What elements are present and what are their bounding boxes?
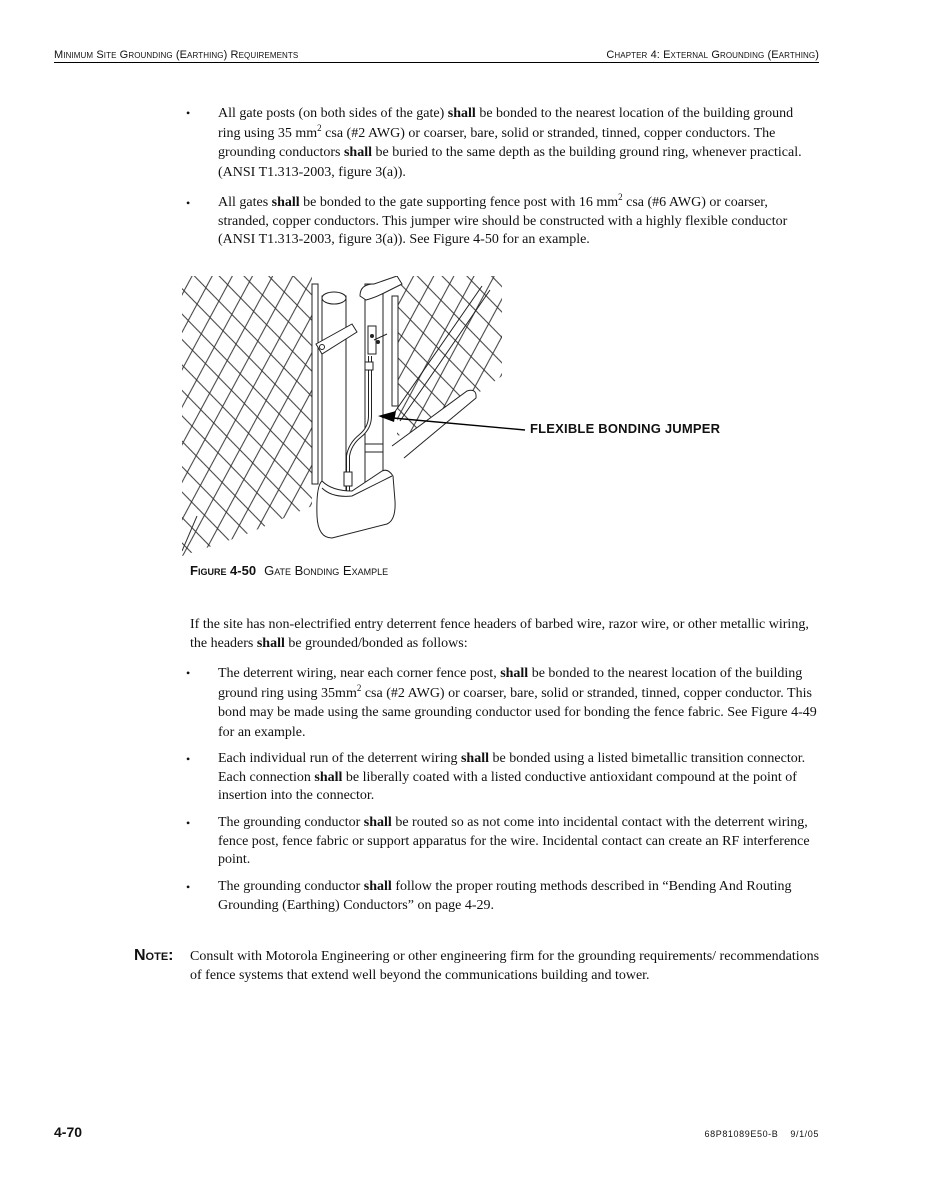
bullet-text: The deterrent wiring, near each corner fence post, shall be bonded to the nearest location of the building ground ring using $35mm^2$ csa (#2 AWG) or coarser, bare, solid or stranded, tinned, copper conductor. This bond may be made using the same grounding conductor used for bonding the fence fabric. See Figure 4-49 for an example. [218, 666, 817, 740]
document-id: 68P81089E50-B [704, 1129, 779, 1139]
intro-paragraph: If the site has non-electrified entry deterrent fence headers of barbed wire, razor wire, or other metallic wiring, the headers shall be grounded/bonded as follows: [190, 617, 809, 651]
bullet-icon: • [186, 752, 191, 766]
fence-gate-drawing [182, 276, 742, 556]
document-date: 9/1/05 [790, 1129, 819, 1139]
bullet-text: All gate posts (on both sides of the gate) shall be bonded to the nearest location of the building ground ring using 35 $mm^2$ csa (#2 AWG) or coarser, bare, solid or stranded, tinned, copper conductors. The grounding conductors shall be buried to the same depth as the building ground ring, whenever practical. (ANSI T1.313-2003, figure 3(a)). [218, 106, 802, 180]
footer-doc-info [705, 1129, 819, 1139]
header-section-title: Minimum Site Grounding (Earthing) Requirements [54, 49, 299, 61]
figure-number: Figure 4-50 [190, 563, 257, 578]
bullet-text: Each individual run of the deterrent wiring shall be bonded using a listed bimetallic transition connector. Each connection shall be liberally coated with a listed conductive antioxidant compound at the point of insertion into the connector. [218, 751, 806, 804]
note-label: Note: [134, 947, 174, 964]
header-chapter-title: Chapter 4: External Grounding (Earthing) [606, 49, 819, 61]
gate-bonding-illustration [182, 276, 742, 556]
figure-callout-label: FLEXIBLE BONDING JUMPER [530, 421, 721, 436]
note-text: Consult with Motorola Engineering or other engineering firm for the grounding requirements/ recommendations of fence systems that extend well beyond the communications building and tower. [190, 949, 820, 983]
bullet-text: The grounding conductor shall follow the proper routing methods described in “Bending And Routing Grounding (Earthing) Conductors” on page 4-29. [218, 879, 792, 913]
figure-caption [190, 563, 388, 578]
bullet-icon: • [186, 196, 191, 210]
bullet-text: The grounding conductor shall be routed so as not come into incidental contact with the deterrent wiring, fence post, fence fabric or support apparatus for the wire. Incidental contact can create an RF interference point. [218, 815, 810, 868]
bullet-icon: • [186, 816, 191, 830]
bullet-text: All gates shall be bonded to the gate supporting fence post with 16 $mm^2$ csa (#6 AWG) or coarser, stranded, copper conductors. This jumper wire should be constructed with a highly flexible conductor (ANSI T1.313-2003, figure 3(a)). See Figure 4-50 for an example. [218, 192, 788, 248]
bullet-icon: • [186, 106, 191, 120]
figure-title: Gate Bonding Example [264, 563, 389, 578]
running-header [54, 46, 819, 63]
page-number: 4-70 [54, 1124, 83, 1140]
bullet-icon: • [186, 880, 191, 894]
bullet-icon: • [186, 666, 191, 680]
